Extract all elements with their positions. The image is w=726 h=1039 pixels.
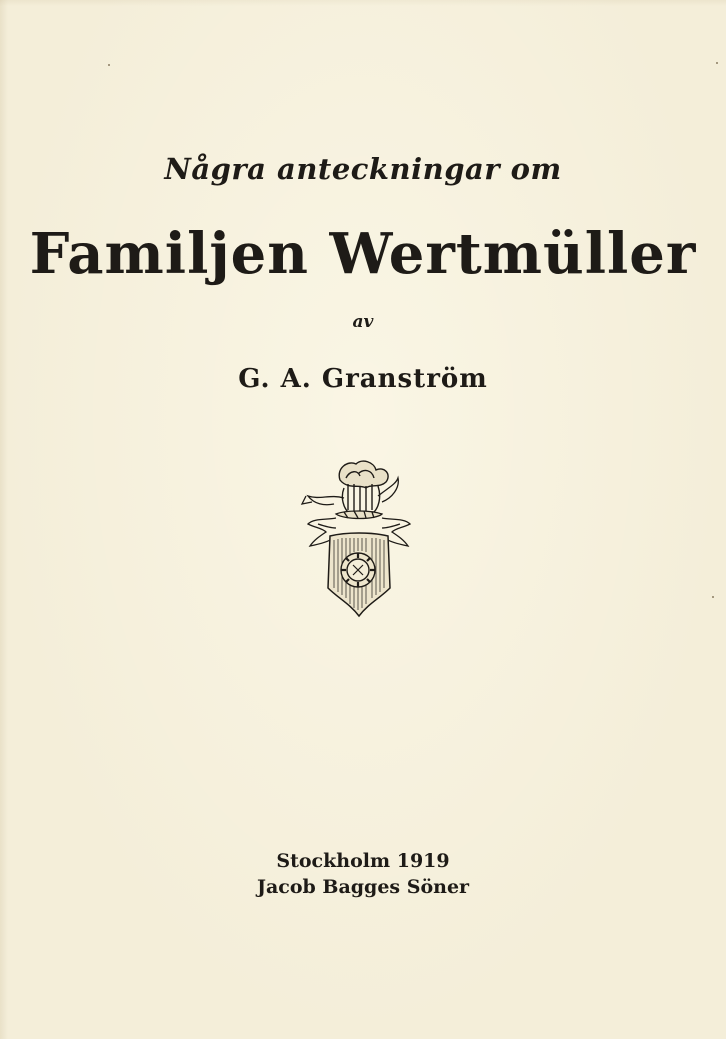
paper-speck [712,596,714,598]
paper-speck [108,64,110,66]
place-and-year: Stockholm 1919 [276,850,450,872]
paper-speck [716,62,718,64]
pre-title: Några anteckningar om [164,152,562,186]
by-word: av [352,312,374,332]
coat-of-arms-icon [300,458,414,618]
publisher: Jacob Bagges Söner [256,876,470,898]
main-title: Familjen Wertmüller [29,221,697,287]
author-name: G. A. Granström [238,364,488,394]
